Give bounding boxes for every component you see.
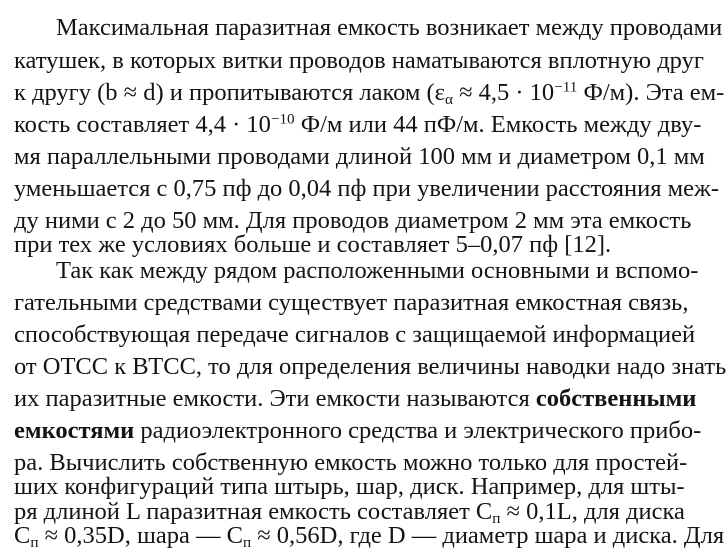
text-line: ду ними с 2 до 50 мм. Для проводов диаметром 2 мм эта емкость — [14, 207, 692, 234]
text-line: Максимальная паразитная емкость возникает между проводами — [56, 14, 723, 41]
text-line: уменьшается с 0,75 пф до 0,04 пф при увеличении расстояния меж- — [14, 175, 720, 202]
text-line: гательными средствами существует паразитная емкостная связь, — [14, 289, 689, 316]
text-line: ра. Вычислить собственную емкость можно только для простей- — [14, 449, 688, 476]
text-line: к другу (b ≈ d) и пропитываются лаком ($\varepsilon_\alpha \approx 4,5 \cdot 10^{-11}$ Ф/м). Эта ем- — [14, 78, 725, 108]
text-line: $C_п \approx 0,35D$, шара — $C_п \approx 0,56D$, где D — диаметр шара и диска. Для — [14, 522, 725, 551]
text-line: емкостями радиоэлектронного средства и электрического прибо- — [14, 417, 702, 444]
text-line: при тех же условиях больше и составляет 5–0,07 пф [12]. — [14, 231, 612, 258]
text-line: их паразитные емкости. Эти емкости называются собственными — [14, 385, 697, 412]
bold-term: емкостями — [14, 417, 135, 444]
text-line: кость составляет $4,4 \cdot 10^{-10}$ Ф/м или 44 пФ/м. Емкость между дву- — [14, 110, 702, 138]
text-line: от ОТСС к ВТСС, то для определения величины наводки надо знать — [14, 353, 726, 380]
text-line: Так как между рядом расположенными основными и вспомо- — [56, 257, 699, 284]
text-line: ших конфигураций типа штырь, шар, диск. Например, для шты- — [14, 473, 685, 500]
text-line: ря длиной L паразитная емкость составляет $C_п \approx 0,1L$, для диска — [14, 498, 685, 527]
text-line: способствующая передаче сигналов с защищаемой информацией — [14, 321, 696, 348]
text-line: катушек, в которых витки проводов наматываются вплотную друг — [14, 47, 704, 74]
text-line: мя параллельными проводами длиной 100 мм и диаметром 0,1 мм — [14, 143, 705, 170]
bold-term: собственными — [535, 385, 697, 412]
